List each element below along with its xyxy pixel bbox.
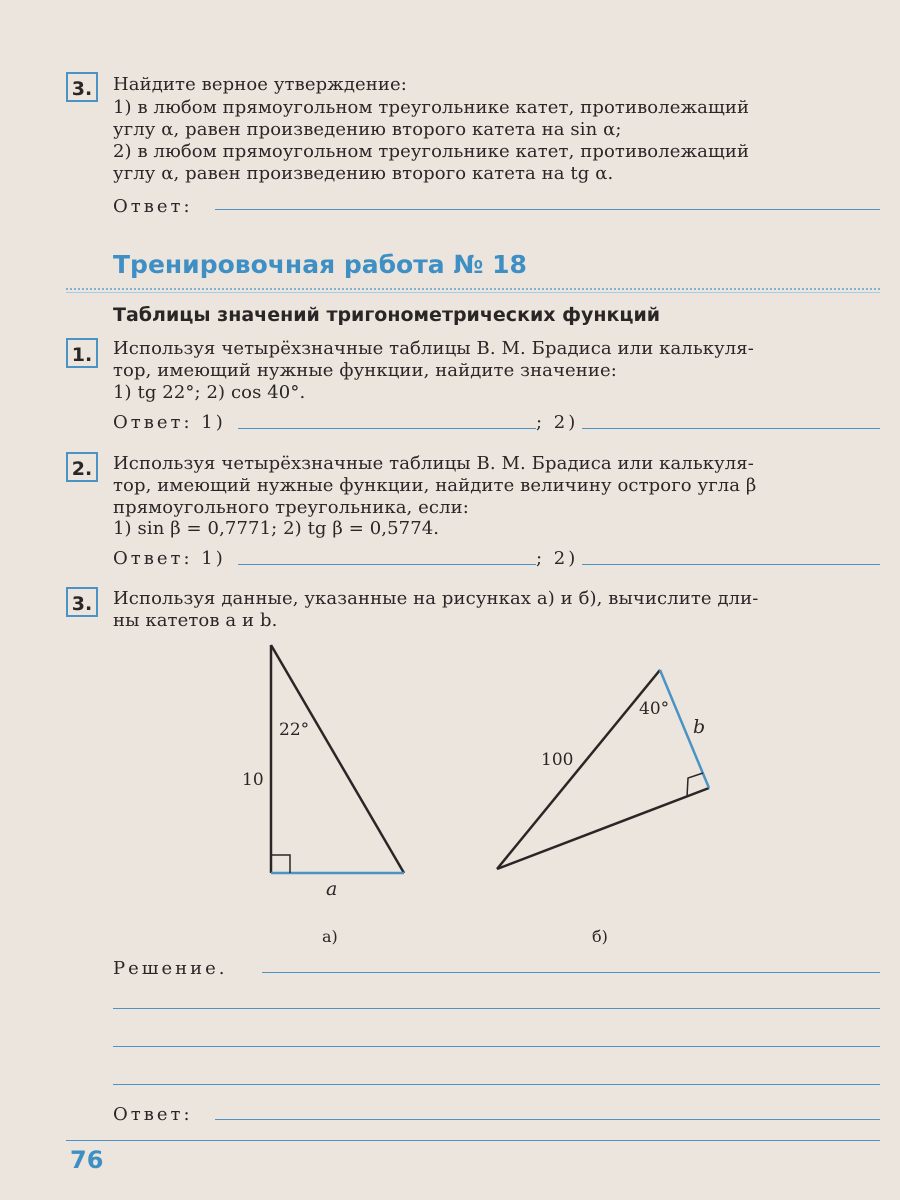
task-text: 1) sin β = 0,7771; 2) tg β = 0,5774. — [113, 518, 440, 539]
task-text: 2) в любом прямоугольном треугольнике катет, противолежащий — [113, 141, 750, 162]
task-number-box: 3. — [66, 587, 98, 617]
triangle-a — [242, 645, 404, 946]
triangle-b — [497, 670, 709, 946]
section-title: Тренировочная работа № 18 — [113, 250, 527, 279]
task-number-box: 2. — [66, 452, 98, 482]
unknown-label: a — [326, 878, 338, 900]
task-text: Найдите верное утверждение: — [113, 74, 407, 95]
task-text: Используя четырёхзначные таблицы В. М. Брадиса или калькуля- — [113, 453, 754, 474]
answer-label: Ответ: 1) — [113, 548, 226, 569]
answer-label-2: ; 2) — [536, 412, 579, 433]
answer-label: Ответ: 1) — [113, 412, 226, 433]
task-text: углу α, равен произведению второго катета на tg α. — [113, 163, 614, 184]
angle-label: 22° — [279, 720, 310, 740]
figure-caption: б) — [592, 927, 608, 946]
task-text: углу α, равен произведению второго катета на sin α; — [113, 119, 622, 140]
bottom-rule — [66, 1140, 880, 1141]
section-subtitle: Таблицы значений тригонометрических функций — [113, 304, 661, 326]
task-text: тор, имеющий нужные функции, найдите значение: — [113, 360, 617, 381]
solution-line[interactable] — [113, 1008, 880, 1009]
task-number-box: 1. — [66, 338, 98, 368]
task-text: 1) в любом прямоугольном треугольнике катет, противолежащий — [113, 97, 750, 118]
page-number: 76 — [70, 1146, 104, 1174]
task-text: ны катетов a и b. — [113, 610, 278, 631]
side-label: 10 — [242, 770, 264, 790]
task-text: тор, имеющий нужные функции, найдите величину острого угла β — [113, 475, 757, 496]
task-number-box: 3. — [66, 72, 98, 102]
task-text: прямоугольного треугольника, если: — [113, 497, 469, 518]
solution-line[interactable] — [262, 972, 880, 973]
angle-label: 40° — [639, 699, 670, 719]
unknown-label: b — [693, 716, 706, 738]
right-angle-mark — [271, 855, 290, 873]
answer-label-2: ; 2) — [536, 548, 579, 569]
task-text: 1) tg 22°; 2) cos 40°. — [113, 382, 306, 403]
solution-label: Решение. — [113, 958, 228, 979]
task-text: Используя четырёхзначные таблицы В. М. Брадиса или калькуля- — [113, 338, 754, 359]
answer-line[interactable] — [215, 1119, 880, 1120]
answer-label: Ответ: — [113, 196, 193, 217]
answer-label: Ответ: — [113, 1104, 193, 1125]
side-label: 100 — [541, 750, 574, 770]
solution-line[interactable] — [113, 1084, 880, 1085]
task-text: Используя данные, указанные на рисунках а) и б), вычислите дли- — [113, 588, 759, 609]
solution-line[interactable] — [113, 1046, 880, 1047]
figure-caption: а) — [322, 927, 338, 946]
